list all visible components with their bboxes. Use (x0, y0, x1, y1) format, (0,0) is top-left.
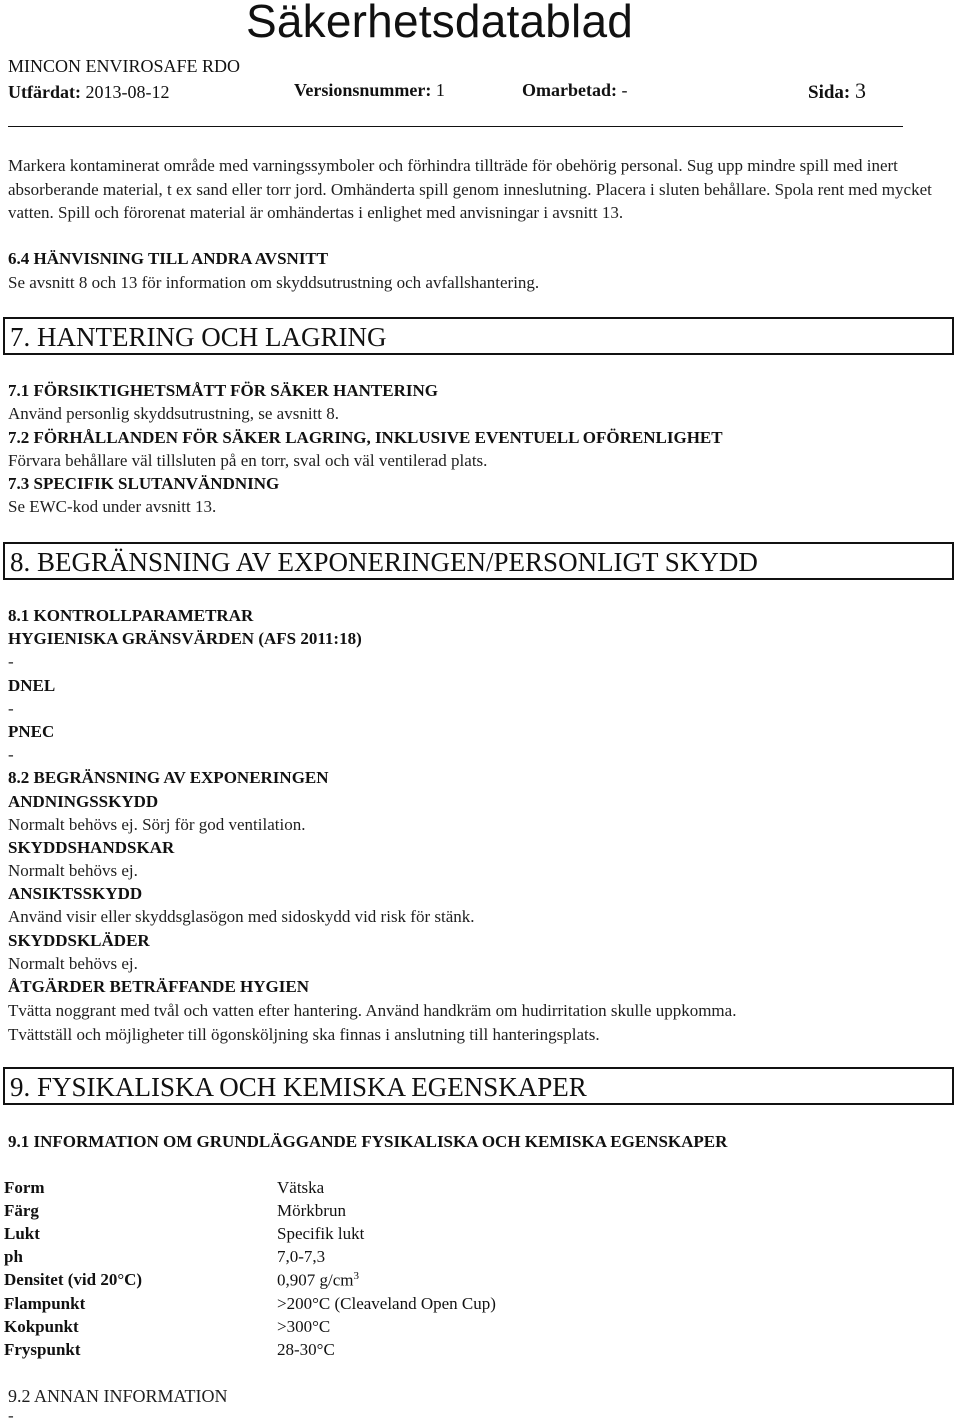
gloves-text: Normalt behövs ej. (8, 861, 138, 880)
s92-heading: 9.2 ANNAN INFORMATION (8, 1386, 228, 1406)
density-value: 0,907 g/cm (277, 1270, 354, 1290)
property-value: Specifik lukt (277, 1224, 365, 1243)
issued-date (8, 82, 169, 103)
pnec-heading: PNEC (8, 722, 55, 741)
page-number (808, 78, 866, 104)
hygiene-measures-line-1: Tvätta noggrant med tvål och vatten efter hantering. Använd handkräm om hudirritation skulle uppkomma. (8, 1001, 737, 1020)
property-label: Form (4, 1178, 45, 1197)
protective-clothing-text: Normalt behövs ej. (8, 954, 138, 973)
s73-heading: 7.3 SPECIFIK SLUTANVÄNDNING (8, 474, 280, 493)
s72-heading: 7.2 FÖRHÅLLANDEN FÖR SÄKER LAGRING, INKLUSIVE EVENTUELL OFÖRENLIGHET (8, 428, 723, 447)
protective-clothing-heading: SKYDDSKLÄDER (8, 931, 150, 950)
issued-label: Utfärdat: (8, 82, 81, 102)
property-value: >200°C (Cleaveland Open Cup) (277, 1294, 496, 1313)
company-name: MINCON ENVIROSAFE RDO (8, 56, 241, 76)
s64-text: Se avsnitt 8 och 13 för information om skyddsutrustning och avfallshantering. (8, 273, 540, 292)
property-value: 7,0-7,3 (277, 1247, 326, 1266)
document-title: Säkerhetsdatablad (246, 0, 634, 47)
property-value: >300°C (277, 1317, 331, 1336)
revised-value: - (621, 80, 628, 100)
pnec-value: - (8, 745, 14, 764)
s71-heading: 7.1 FÖRSIKTIGHETSMÅTT FÖR SÄKER HANTERING (8, 381, 438, 400)
s72-text: Förvara behållare väl tillsluten på en torr, sval och väl ventilerad plats. (8, 451, 488, 470)
respiratory-text: Normalt behövs ej. Sörj för god ventilation. (8, 815, 306, 834)
face-protection-heading: ANSIKTSSKYDD (8, 884, 143, 903)
property-value: Vätska (277, 1178, 325, 1197)
gloves-heading: SKYDDSHANDSKAR (8, 838, 175, 857)
header-divider (8, 126, 903, 127)
hygiene-measures-heading: ÅTGÄRDER BETRÄFFANDE HYGIEN (8, 977, 309, 996)
respiratory-heading: ANDNINGSSKYDD (8, 792, 159, 811)
property-value-density (277, 1270, 359, 1291)
s73-text: Se EWC-kod under avsnitt 13. (8, 497, 217, 516)
hygiene-limits-heading: HYGIENISKA GRÄNSVÄRDEN (AFS 2011:18) (8, 629, 362, 648)
spill-instructions: Markera kontaminerat område med varningssymboler och förhindra tillträde för obehörig personal. Sug upp mindre spill med inert absorberande material, t ex sand eller torr jord. Omhänderta spill genom inneslutning. Placera i sluten behållare. Spola rent med mycket vatten. Spill och förorenat material är omhändertas i enlighet med anvisningar i avsnitt 13. (8, 156, 932, 222)
page-label: Sida: (808, 82, 851, 103)
hygiene-limits-value: - (8, 652, 14, 671)
dnel-value: - (8, 699, 14, 718)
property-label: Flampunkt (4, 1294, 86, 1313)
issued-value: 2013-08-12 (85, 82, 170, 102)
s92-value: - (8, 1406, 14, 1425)
s91-heading: 9.1 INFORMATION OM GRUNDLÄGGANDE FYSIKALISKA OCH KEMISKA EGENSKAPER (8, 1132, 728, 1151)
property-label: Densitet (vid 20°C) (4, 1270, 143, 1289)
page-value: 3 (855, 78, 866, 103)
property-label: Fryspunkt (4, 1340, 81, 1359)
section-8-title: 8. BEGRÄNSNING AV EXPONERINGEN/PERSONLIGT SKYDD (10, 547, 758, 577)
revised (522, 80, 627, 101)
section-9-title: 9. FYSIKALISKA OCH KEMISKA EGENSKAPER (10, 1072, 587, 1102)
version-number (294, 80, 445, 101)
s82-heading: 8.2 BEGRÄNSNING AV EXPONERINGEN (8, 768, 329, 787)
section-8-header (3, 542, 954, 580)
s81-heading: 8.1 KONTROLLPARAMETRAR (8, 606, 254, 625)
property-label: ph (4, 1247, 23, 1266)
property-value: Mörkbrun (277, 1201, 346, 1220)
face-protection-text: Använd visir eller skyddsglasögon med sidoskydd vid risk för stänk. (8, 907, 475, 926)
hygiene-measures-line-2: Tvättställ och möjligheter till ögonsköljning ska finnas i anslutning till hanteringsplats. (8, 1025, 600, 1044)
s71-text: Använd personlig skyddsutrustning, se avsnitt 8. (8, 404, 340, 423)
dnel-heading: DNEL (8, 676, 56, 695)
version-value: 1 (435, 80, 445, 100)
section-7-title: 7. HANTERING OCH LAGRING (10, 322, 387, 352)
section-9-header (3, 1067, 954, 1105)
property-value: 28-30°C (277, 1340, 335, 1359)
revised-label: Omarbetad: (522, 80, 617, 100)
property-label: Kokpunkt (4, 1317, 79, 1336)
s64-heading: 6.4 HÄNVISNING TILL ANDRA AVSNITT (8, 249, 329, 268)
version-label: Versionsnummer: (294, 80, 432, 100)
property-label: Färg (4, 1201, 39, 1220)
section-7-header (3, 317, 954, 355)
property-label: Lukt (4, 1224, 40, 1243)
density-exponent: 3 (353, 1270, 359, 1282)
